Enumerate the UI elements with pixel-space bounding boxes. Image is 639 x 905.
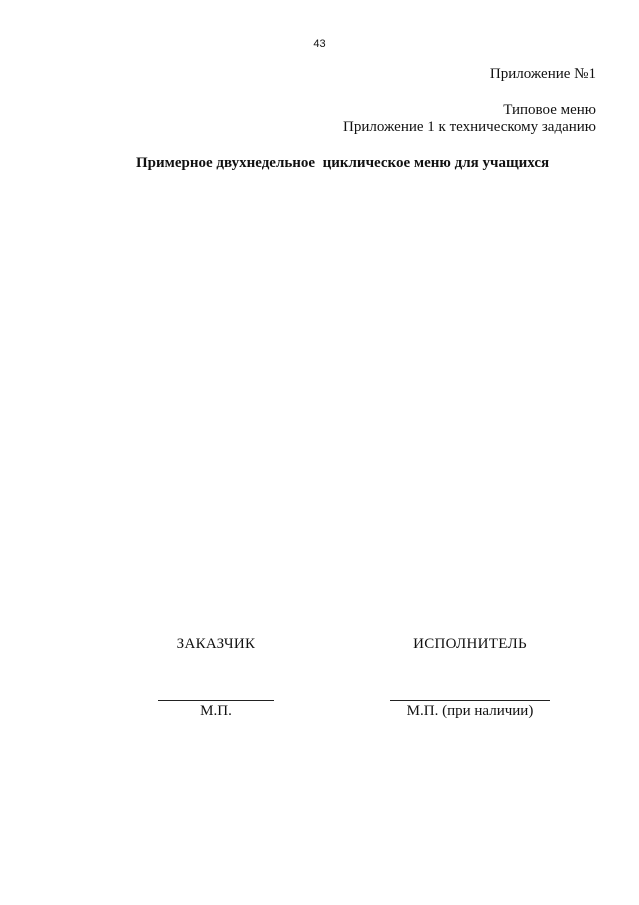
- customer-signature-line: [158, 700, 274, 701]
- menu-type-label: Типовое меню: [503, 102, 596, 118]
- contractor-heading: ИСПОЛНИТЕЛЬ: [413, 636, 527, 652]
- appendix-label: Приложение №1: [489, 66, 596, 82]
- customer-stamp-label: М.П.: [200, 703, 232, 719]
- customer-signature-block: [158, 636, 274, 720]
- contractor-stamp-label: М.П. (при наличии): [406, 703, 534, 719]
- contractor-signature-line: [390, 700, 550, 701]
- page-number: 43: [313, 38, 326, 50]
- contractor-signature-block: [390, 636, 550, 720]
- customer-heading: ЗАКАЗЧИК: [176, 636, 256, 652]
- document-title: Примерное двухнедельное циклическое меню для учащихся: [136, 155, 550, 171]
- technical-task-appendix-label: Приложение 1 к техническому заданию: [343, 119, 596, 135]
